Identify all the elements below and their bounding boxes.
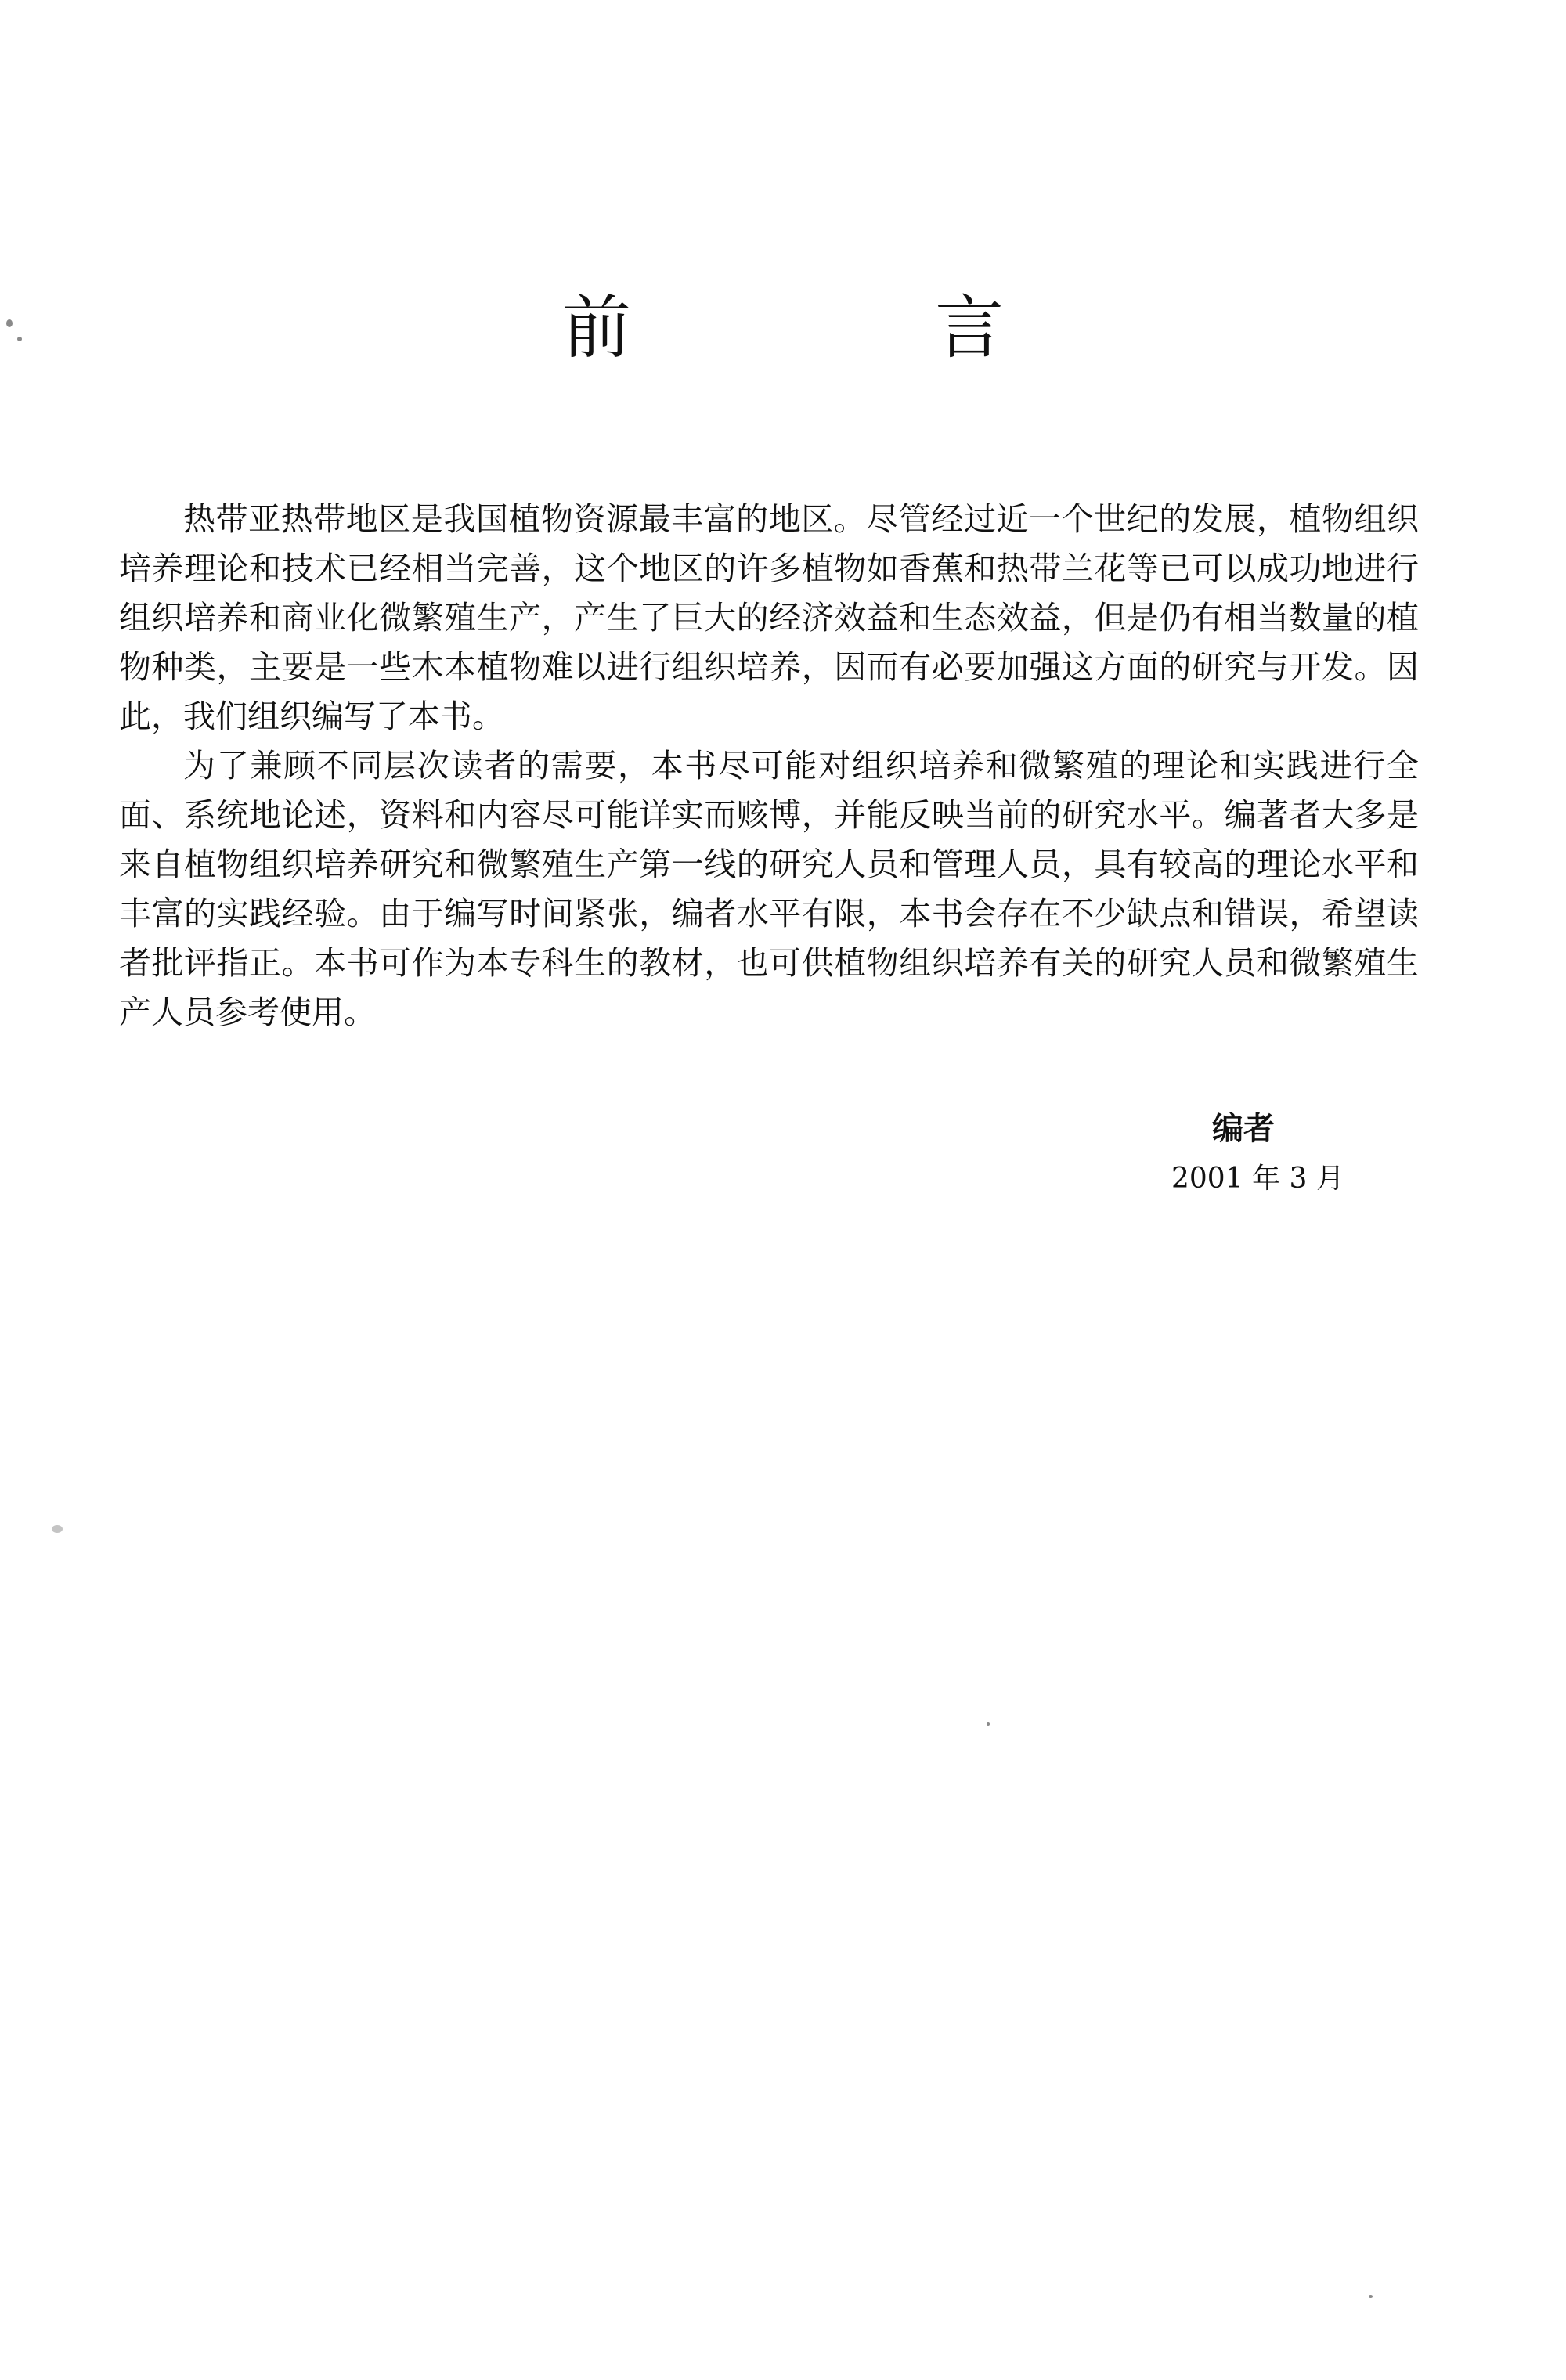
- signature-block: [1171, 1113, 1375, 1193]
- scan-speck: [1369, 2295, 1373, 2298]
- signature-author: 编者: [1212, 1111, 1275, 1147]
- scan-speck: [987, 1722, 990, 1726]
- paragraph-1: 热带亚热带地区是我国植物资源最丰富的地区。尽管经过近一个世纪的发展，植物组织培养理论和技术已经相当完善，这个地区的许多植物如香蕉和热带兰花等已可以成功地进行组织培养和商业化微繁殖生产，产生了巨大的经济效益和生态效益，但是仍有相当数量的植物种类，主要是一些木本植物难以进行组织培养，因而有必要加强这方面的研究与开发。因此，我们组织编写了本书。: [119, 500, 1419, 735]
- paragraph-2: 为了兼顾不同层次读者的需要，本书尽可能对组织培养和微繁殖的理论和实践进行全面、系统地论述，资料和内容尽可能详实而赅博，并能反映当前的研究水平。编著者大多是来自植物组织培养研究和微繁殖生产第一线的研究人员和管理人员，具有较高的理论水平和丰富的实践经验。由于编写时间紧张，编者水平有限，本书会存在不少缺点和错误，希望读者批评指正。本书可作为本专科生的教材，也可供植物组织培养有关的研究人员和微繁殖生产人员参考使用。: [119, 747, 1419, 1031]
- scan-speck: [6, 319, 13, 327]
- scan-speck: [52, 1525, 63, 1533]
- signature-date: 2001 年 3 月: [1171, 1163, 1344, 1195]
- page-title: 前 言: [561, 287, 1121, 368]
- scan-speck: [17, 337, 22, 341]
- preface-body: [119, 495, 1419, 1037]
